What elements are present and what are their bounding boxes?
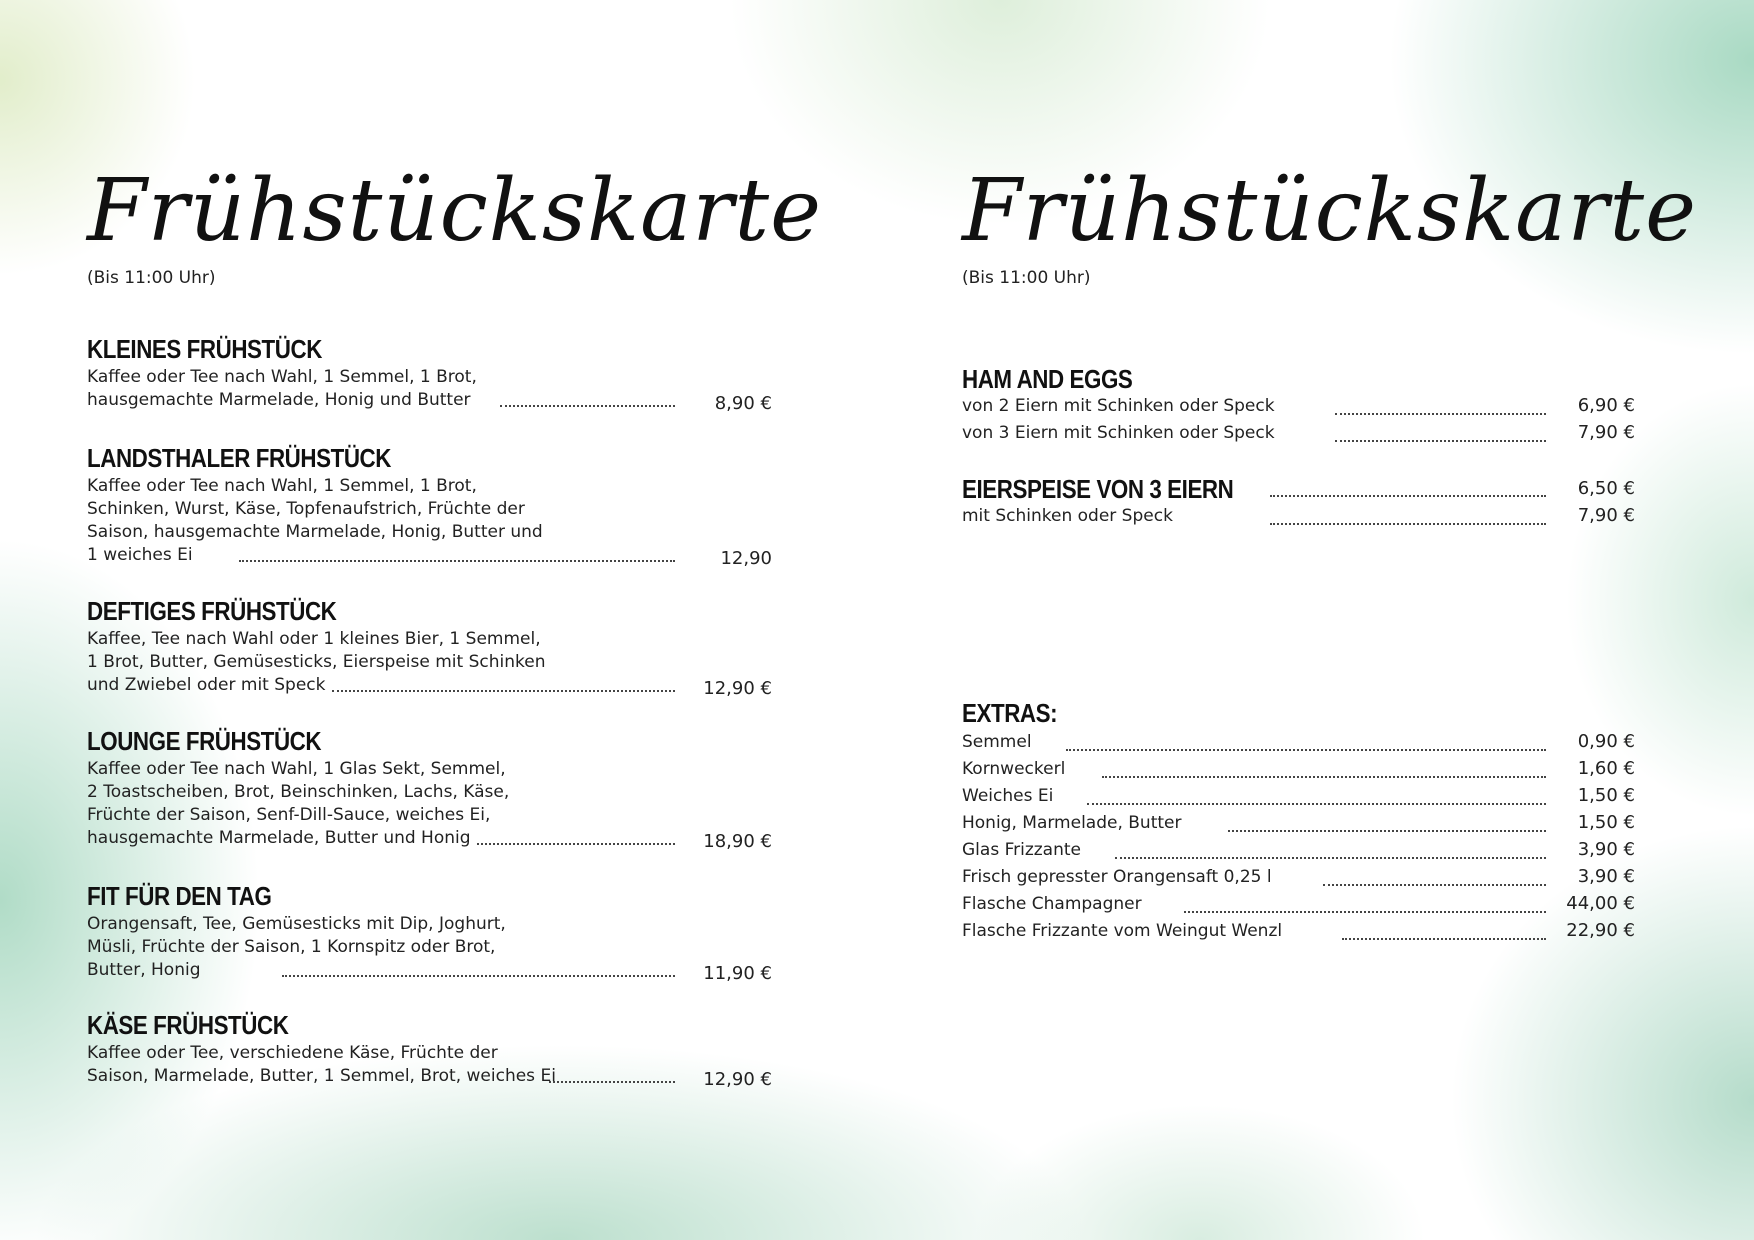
menu-row — [962, 838, 1635, 865]
menu-item — [87, 1042, 772, 1088]
menu-item — [87, 758, 772, 850]
leader-dots — [1342, 938, 1546, 940]
row-price: 1,50 € — [1577, 785, 1635, 806]
menu-item — [87, 628, 772, 697]
section-title: LOUNGE FRÜHSTÜCK — [87, 726, 322, 756]
section-title: KÄSE FRÜHSTÜCK — [87, 1010, 289, 1040]
leader-dots — [477, 843, 675, 845]
menu-section-deftiges-fruehstueck — [87, 596, 772, 697]
row-price: 22,90 € — [1566, 920, 1635, 941]
leader-dots — [500, 405, 675, 407]
row-label: Flasche Champagner — [962, 894, 1142, 914]
item-description: Orangensaft, Tee, Gemüsesticks mit Dip, Joghurt, Müsli, Früchte der Saison, 1 Kornspitz oder Brot, Butter, Honig — [87, 914, 506, 980]
section-title: EXTRAS: — [962, 698, 1058, 728]
leader-dots — [332, 690, 675, 692]
leader-dots — [1323, 884, 1546, 886]
menu-section-extras — [962, 698, 1635, 946]
row-label: Glas Frizzante — [962, 840, 1081, 860]
menu-section-lounge-fruehstueck — [87, 726, 772, 850]
item-price: 12,90 € — [703, 678, 772, 699]
menu-section-ham-and-eggs — [962, 364, 1635, 448]
menu-section-landsthaler-fruehstueck — [87, 443, 772, 567]
row-label: Honig, Marmelade, Butter — [962, 813, 1182, 833]
item-description: Kaffee, Tee nach Wahl oder 1 kleines Bier, 1 Semmel, 1 Brot, Butter, Gemüsesticks, Eierspeise mit Schinken und Zwiebel oder mit Speck — [87, 629, 546, 695]
leader-dots — [1102, 776, 1546, 778]
item-price: 11,90 € — [703, 963, 772, 984]
row-label: mit Schinken oder Speck — [962, 506, 1173, 526]
menu-row — [962, 892, 1635, 919]
row-price: 3,90 € — [1577, 839, 1635, 860]
leader-dots — [282, 975, 675, 977]
menu-row — [962, 504, 1635, 531]
row-label: Weiches Ei — [962, 786, 1054, 806]
row-price: 7,90 € — [1577, 505, 1635, 526]
leader-dots — [1184, 911, 1546, 913]
menu-section-kleines-fruehstueck — [87, 334, 772, 412]
section-title: LANDSTHALER FRÜHSTÜCK — [87, 443, 391, 473]
menu-page-left — [87, 0, 822, 1240]
menu-row — [962, 730, 1635, 757]
menu-row — [962, 865, 1635, 892]
item-price: 12,90 — [720, 548, 772, 569]
row-price: 1,50 € — [1577, 812, 1635, 833]
menu-section-fit-fuer-den-tag — [87, 881, 772, 982]
menu-row — [962, 784, 1635, 811]
item-price: 12,90 € — [703, 1069, 772, 1090]
row-price: 1,60 € — [1577, 758, 1635, 779]
menu-section-kaese-fruehstueck — [87, 1010, 772, 1088]
item-description: Kaffee oder Tee nach Wahl, 1 Glas Sekt, Semmel, 2 Toastscheiben, Brot, Beinschinken, Lachs, Käse, Früchte der Saison, Senf-Dill-Sauce, weiches Ei, hausgemachte Marmelade, Butter und Honig — [87, 759, 510, 848]
section-title-row — [962, 474, 1635, 504]
row-price: 7,90 € — [1577, 422, 1635, 443]
page-title: Frühstückskarte — [962, 161, 1697, 261]
item-description: Kaffee oder Tee nach Wahl, 1 Semmel, 1 Brot, Schinken, Wurst, Käse, Topfenaufstrich, Früchte der Saison, hausgemachte Marmelade, Honig, Butter und 1 weiches Ei — [87, 476, 543, 565]
menu-row — [962, 421, 1635, 448]
row-price: 44,00 € — [1566, 893, 1635, 914]
leader-dots — [239, 560, 675, 562]
menu-section-eierspeise — [962, 474, 1635, 531]
leader-dots — [1335, 440, 1546, 442]
menu-row — [962, 757, 1635, 784]
menu-item — [87, 475, 772, 567]
section-title: EIERSPEISE VON 3 EIERN — [962, 474, 1234, 504]
item-description: Kaffee oder Tee nach Wahl, 1 Semmel, 1 Brot, hausgemachte Marmelade, Honig und Butter — [87, 367, 477, 410]
row-label: Kornweckerl — [962, 759, 1066, 779]
menu-row — [962, 811, 1635, 838]
section-title: DEFTIGES FRÜHSTÜCK — [87, 596, 337, 626]
menu-page-right — [962, 0, 1697, 1240]
page-subtitle: (Bis 11:00 Uhr) — [962, 268, 1091, 288]
row-label: Frisch gepresster Orangensaft 0,25 l — [962, 867, 1272, 887]
leader-dots — [1335, 413, 1546, 415]
section-title: KLEINES FRÜHSTÜCK — [87, 334, 322, 364]
item-price: 8,90 € — [714, 393, 772, 414]
item-description: Kaffee oder Tee, verschiedene Käse, Früchte der Saison, Marmelade, Butter, 1 Semmel, Brot, weiches Ei — [87, 1043, 556, 1086]
leader-dots — [549, 1081, 675, 1083]
menu-row — [962, 919, 1635, 946]
leader-dots — [1115, 857, 1546, 859]
row-price: 3,90 € — [1577, 866, 1635, 887]
leader-dots — [1270, 523, 1546, 525]
page-title: Frühstückskarte — [87, 161, 822, 261]
row-label: von 2 Eiern mit Schinken oder Speck — [962, 396, 1275, 416]
leader-dots — [1270, 495, 1546, 497]
menu-item — [87, 913, 772, 982]
row-price: 0,90 € — [1577, 731, 1635, 752]
item-price: 18,90 € — [703, 831, 772, 852]
section-price: 6,50 € — [1577, 478, 1635, 499]
row-label: Flasche Frizzante vom Weingut Wenzl — [962, 921, 1283, 941]
leader-dots — [1228, 830, 1546, 832]
row-price: 6,90 € — [1577, 395, 1635, 416]
leader-dots — [1087, 803, 1546, 805]
page-subtitle: (Bis 11:00 Uhr) — [87, 268, 216, 288]
section-title: FIT FÜR DEN TAG — [87, 881, 272, 911]
section-title: HAM AND EGGS — [962, 364, 1133, 394]
row-label: Semmel — [962, 732, 1032, 752]
leader-dots — [1066, 749, 1546, 751]
row-label: von 3 Eiern mit Schinken oder Speck — [962, 423, 1275, 443]
menu-item — [87, 366, 772, 412]
menu-row — [962, 394, 1635, 421]
